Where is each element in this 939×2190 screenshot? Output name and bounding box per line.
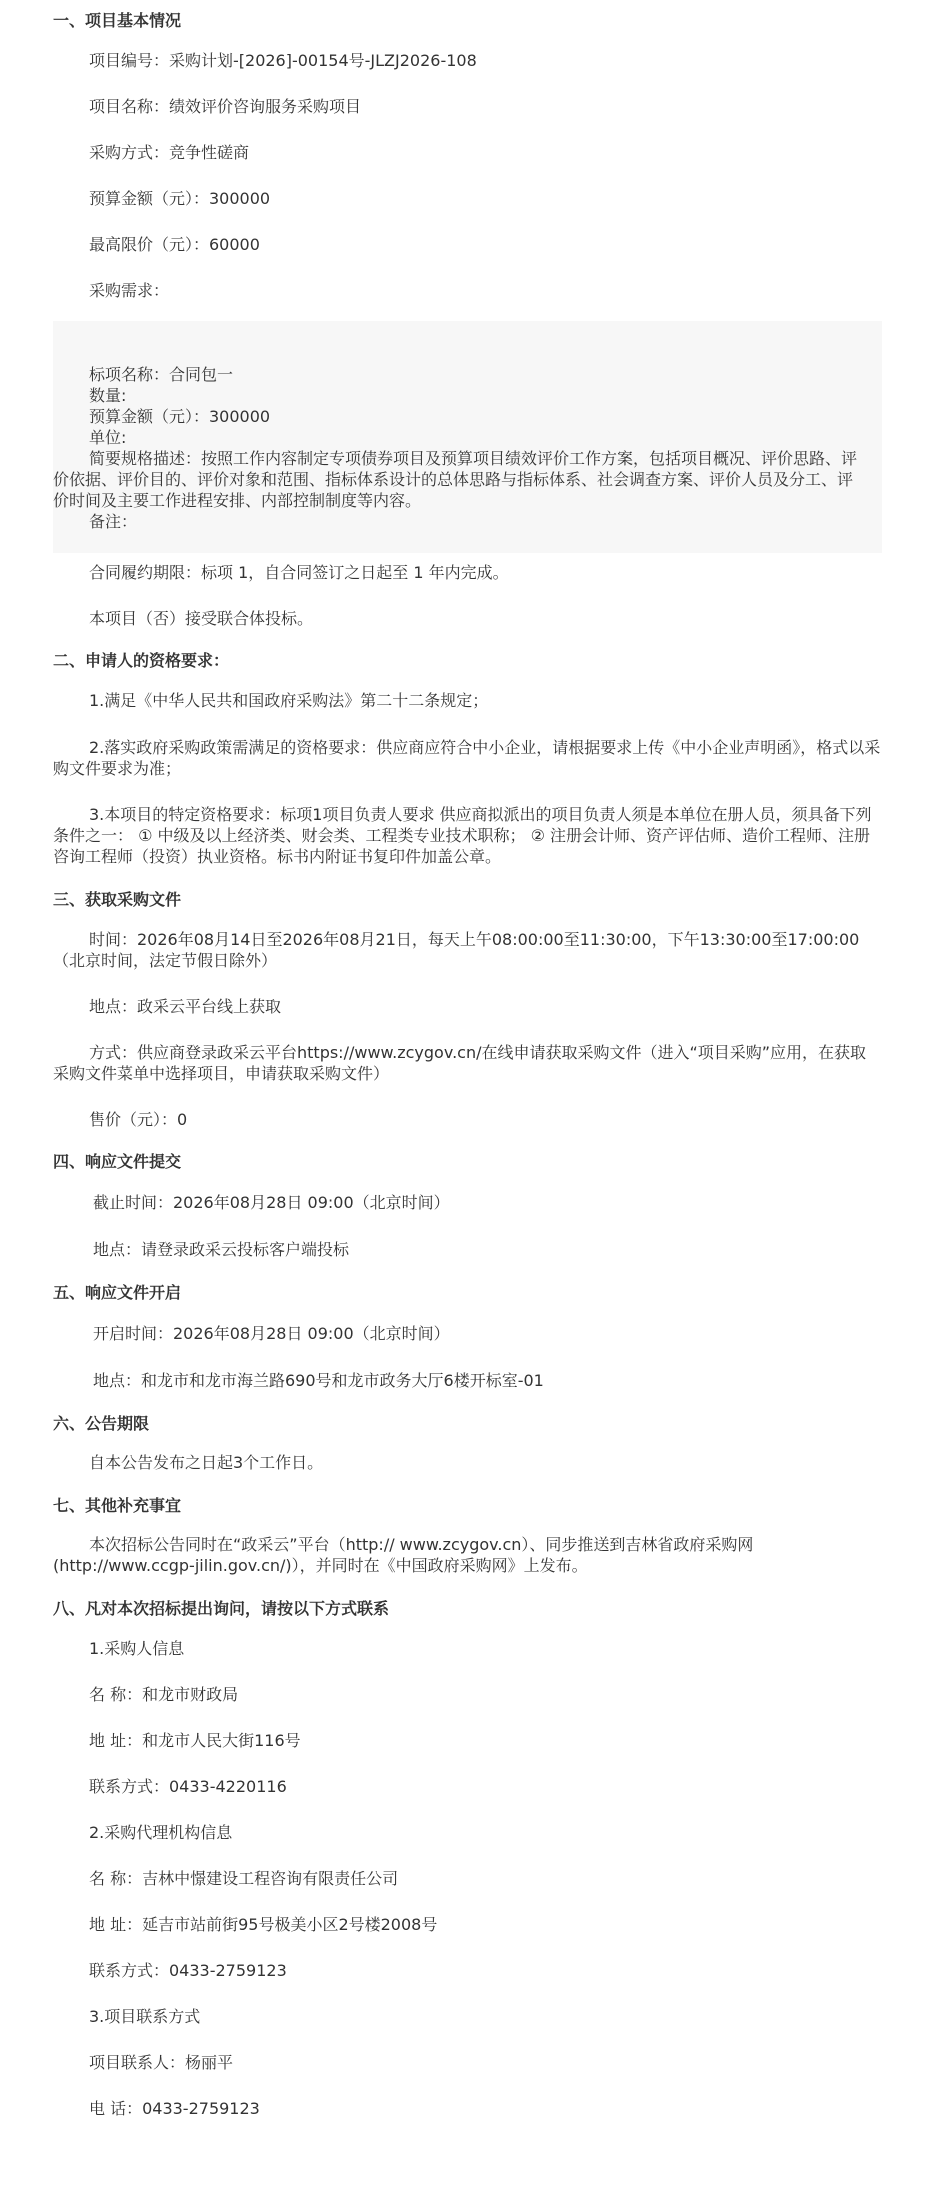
purchaser-heading: 1.采购人信息 <box>89 1639 185 1658</box>
consortium-note: 本项目（否）接受联合体投标。 <box>89 609 314 628</box>
obtain-way: 方式：供应商登录政采云平台https://www.zcygov.cn/在线申请获取采购文件（进入“项目采购”应用，在获取采购文件菜单中选择项目，申请获取采购文件） <box>53 1043 867 1083</box>
budget-amount: 预算金额（元）：300000 <box>89 189 271 208</box>
requirement-label: 采购需求： <box>89 281 170 300</box>
section-title-obtain-documents: 三、获取采购文件 <box>53 890 182 909</box>
max-price: 最高限价（元）：60000 <box>89 235 260 254</box>
section-title-notice-period: 六、公告期限 <box>53 1414 150 1433</box>
agency-heading: 2.采购代理机构信息 <box>89 1823 233 1842</box>
section-title-opening: 五、响应文件开启 <box>53 1283 182 1302</box>
notice-period: 自本公告发布之日起3个工作日。 <box>89 1453 324 1472</box>
submission-place: 地点：请登录政采云投标客户端投标 <box>93 1240 350 1259</box>
project-number: 项目编号：采购计划-[2026]-00154号-JLZJ2026-108 <box>89 51 477 70</box>
agency-address: 地 址：延吉市站前街95号极美小区2号楼2008号 <box>89 1915 438 1934</box>
contact-person: 项目联系人：杨丽平 <box>89 2053 234 2072</box>
contact-phone: 电 话：0433-2759123 <box>89 2099 260 2118</box>
procurement-method: 采购方式：竞争性磋商 <box>89 143 250 162</box>
section-title-basic-info: 一、项目基本情况 <box>53 11 182 30</box>
lot-description: 简要规格描述：按照工作内容制定专项债券项目及预算项目绩效评价工作方案，包括项目概况、评价思路、评价依据、评价目的、评价对象和范围、指标体系设计的总体思路与指标体系、社会调查方案、评价人员及分工、评价时间及主要工作进程安排、内部控制制度等内容。 <box>53 449 858 510</box>
lot-remark: 备注： <box>89 512 138 531</box>
submission-deadline: 截止时间：2026年08月28日 09:00（北京时间） <box>93 1193 450 1212</box>
document-price: 售价（元）：0 <box>89 1110 188 1129</box>
obtain-place: 地点：政采云平台线上获取 <box>89 997 282 1016</box>
contract-period: 合同履约期限：标项 1，自合同签订之日起至 1 年内完成。 <box>89 563 509 582</box>
purchaser-name: 名 称：和龙市财政局 <box>89 1685 239 1704</box>
supplementary-text: 本次招标公告同时在“政采云”平台（http:// www.zcygov.cn）、同步推送到吉林省政府采购网(http://www.ccgp-jilin.gov.cn/)），并同时在《中国政府采购网》上发布。 <box>53 1535 754 1575</box>
qualification-item-2: 2.落实政府采购政策需满足的资格要求：供应商应符合中小企业，请根据要求上传《中小企业声明函》，格式以采购文件要求为准； <box>53 738 881 778</box>
obtain-time: 时间：2026年08月14日至2026年08月21日，每天上午08:00:00至11:30:00，下午13:30:00至17:00:00（北京时间，法定节假日除外） <box>53 930 860 970</box>
lot-budget: 预算金额（元）：300000 <box>89 407 271 426</box>
qualification-item-3: 3.本项目的特定资格要求：标项1项目负责人要求 供应商拟派出的项目负责人须是本单位在册人员，须具备下列条件之一： ① 中级及以上经济类、财会类、工程类专业技术职称； ② 注册会计师、资产评估师、造价工程师、注册咨询工程师（投资）执业资格。标书内附证书复印件加盖公章。 <box>53 805 872 866</box>
section-title-contact: 八、凡对本次招标提出询问，请按以下方式联系 <box>53 1599 390 1618</box>
opening-place: 地点：和龙市和龙市海兰路690号和龙市政务大厅6楼开标室-01 <box>93 1371 544 1390</box>
opening-time: 开启时间：2026年08月28日 09:00（北京时间） <box>93 1324 450 1343</box>
section-title-supplementary: 七、其他补充事宜 <box>53 1496 182 1515</box>
agency-phone: 联系方式：0433-2759123 <box>89 1961 287 1980</box>
lot-unit: 单位: <box>89 428 127 447</box>
qualification-item-1: 1.满足《中华人民共和国政府采购法》第二十二条规定； <box>89 691 489 710</box>
purchaser-phone: 联系方式：0433-4220116 <box>89 1777 287 1796</box>
agency-name: 名 称：吉林中憬建设工程咨询有限责任公司 <box>89 1869 399 1888</box>
purchaser-address: 地 址：和龙市人民大街116号 <box>89 1731 301 1750</box>
section-title-qualification: 二、申请人的资格要求： <box>53 651 230 670</box>
section-title-submission: 四、响应文件提交 <box>53 1152 182 1171</box>
lot-name: 标项名称：合同包一 <box>89 365 234 384</box>
project-name: 项目名称：绩效评价咨询服务采购项目 <box>89 97 362 116</box>
contact-heading: 3.项目联系方式 <box>89 2007 201 2026</box>
lot-quantity: 数量: <box>89 386 127 405</box>
requirement-table <box>53 321 882 553</box>
